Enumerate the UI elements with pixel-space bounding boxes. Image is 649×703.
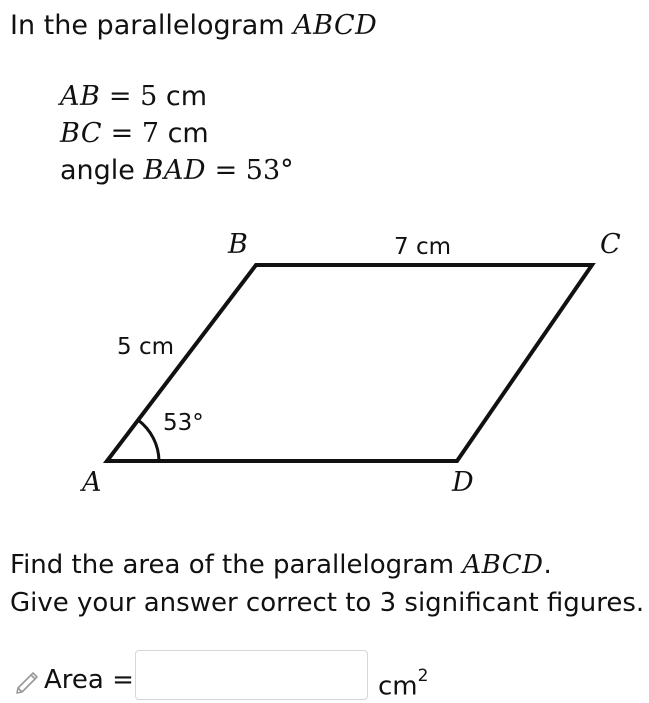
given-ab-unit: cm bbox=[157, 81, 208, 112]
given-angle-prefix: angle bbox=[60, 155, 144, 186]
question-prompt: Find the area of the parallelogram bbox=[10, 550, 463, 580]
area-unit-exponent: 2 bbox=[417, 666, 429, 686]
intro-text: In the parallelogram bbox=[10, 10, 294, 41]
question-shape-name: ABCD bbox=[462, 550, 544, 580]
given-angle-unit: ° bbox=[280, 155, 294, 186]
intro-shape-name: ABCD bbox=[293, 10, 378, 41]
given-bc-value: 7 bbox=[141, 118, 159, 149]
question-line-1 bbox=[10, 546, 644, 584]
question-text bbox=[10, 546, 644, 622]
area-unit-base: cm bbox=[378, 671, 418, 702]
given-ab-eq: = bbox=[100, 81, 141, 112]
vertex-label-b: B bbox=[228, 229, 248, 260]
vertex-label-a: A bbox=[82, 467, 102, 498]
pencil-icon bbox=[12, 666, 40, 694]
area-answer-input[interactable] bbox=[135, 650, 368, 700]
given-bc-lhs: BC bbox=[60, 118, 103, 149]
angle-label: 53° bbox=[163, 410, 204, 436]
given-bc-eq: = bbox=[102, 118, 142, 149]
question-period: . bbox=[543, 550, 552, 580]
side-label-ab: 5 cm bbox=[117, 334, 174, 360]
given-bc-unit: cm bbox=[159, 118, 209, 149]
answer-row bbox=[0, 650, 649, 702]
given-angle-lhs: BAD bbox=[143, 155, 206, 186]
given-angle-eq: = bbox=[206, 155, 246, 186]
given-ab-lhs: AB bbox=[60, 81, 101, 112]
angle-arc bbox=[138, 420, 159, 461]
given-ab-value: 5 bbox=[140, 81, 158, 112]
area-unit bbox=[378, 664, 428, 703]
given-angle-value: 53 bbox=[245, 155, 281, 186]
vertex-label-c: C bbox=[600, 229, 621, 260]
area-label: Area = bbox=[44, 665, 134, 695]
question-line-2: Give your answer correct to 3 significant figures. bbox=[10, 588, 645, 618]
side-label-bc: 7 cm bbox=[394, 234, 451, 260]
vertex-label-d: D bbox=[452, 467, 474, 498]
